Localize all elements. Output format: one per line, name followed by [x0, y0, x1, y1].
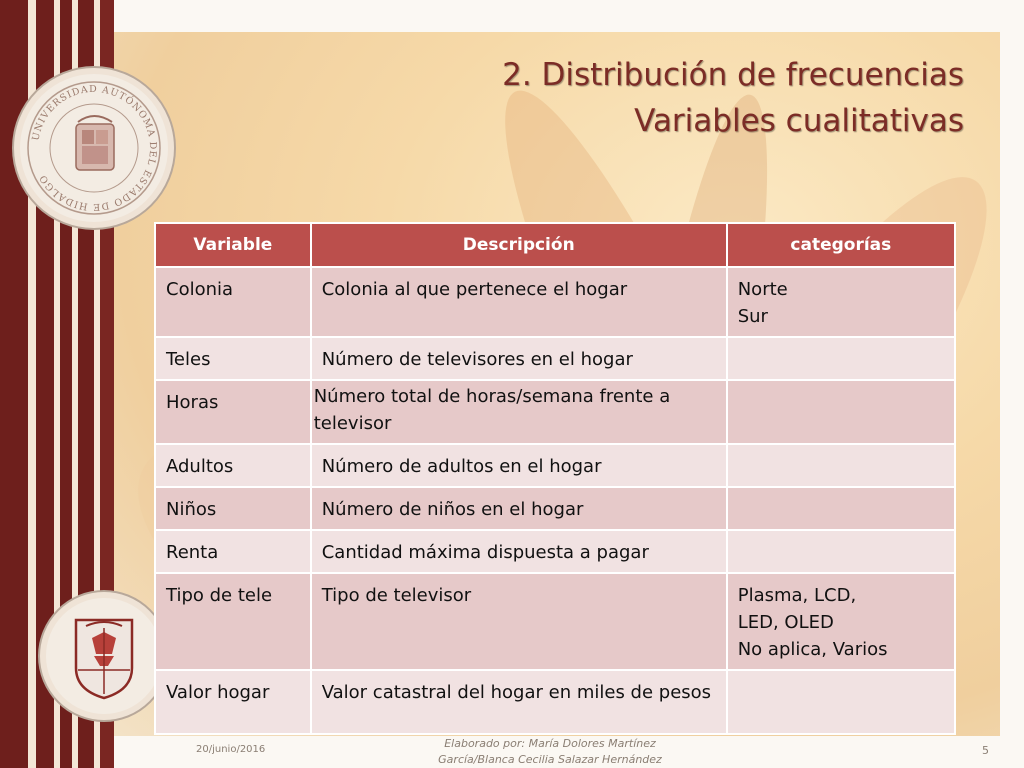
svg-text:UNIVERSIDAD AUTÓNOMA DEL ESTAD: UNIVERSIDAD AUTÓNOMA DEL ESTADO DE HIDALGO	[30, 83, 159, 213]
cell-variable: Teles	[155, 337, 311, 380]
cell-variable: Renta	[155, 530, 311, 573]
cell-descripcion: Cantidad máxima dispuesta a pagar	[311, 530, 727, 573]
cell-categorias	[727, 487, 955, 530]
table-row	[155, 267, 955, 337]
table-row	[155, 670, 955, 734]
icea-seal-icon	[46, 598, 162, 714]
cell-descripcion: Número de adultos en el hogar	[311, 444, 727, 487]
cell-descripcion: Tipo de televisor	[311, 573, 727, 670]
cell-variable: Horas	[155, 380, 311, 444]
university-seal-icon	[20, 74, 168, 222]
footer-author-line-1: Elaborado por: María Dolores Martínez	[444, 737, 656, 750]
table-row	[155, 530, 955, 573]
footer-date: 20/junio/2016	[196, 744, 266, 755]
cell-variable: Valor hogar	[155, 670, 311, 734]
footer-author-line-2: García/Blanca Cecilia Salazar Hernández	[438, 753, 662, 766]
cell-descripcion: Número de niños en el hogar	[311, 487, 727, 530]
table-header-row	[155, 223, 955, 267]
page-number: 5	[982, 744, 989, 757]
category-item: Sur	[737, 306, 768, 327]
cell-categorias	[727, 337, 955, 380]
table-row	[155, 444, 955, 487]
category-item: No aplica, Varios	[737, 639, 888, 660]
cell-descripcion: Número total de horas/semana frente a televisor	[311, 380, 727, 444]
header-categorias: categorías	[727, 223, 955, 267]
cell-descripcion: Colonia al que pertenece el hogar	[311, 267, 727, 337]
title-line-2: Variables cualitativas	[634, 103, 964, 139]
cell-categorias	[727, 530, 955, 573]
cell-categorias	[727, 380, 955, 444]
category-item: LED, OLED	[737, 612, 834, 633]
category-item: Plasma, LCD,	[737, 585, 857, 606]
right-band	[1000, 0, 1024, 768]
table-row	[155, 573, 955, 670]
cell-variable: Adultos	[155, 444, 311, 487]
cell-categorias	[727, 573, 955, 670]
cell-descripcion: Número de televisores en el hogar	[311, 337, 727, 380]
cell-categorias	[727, 444, 955, 487]
variables-table	[154, 222, 956, 735]
title-line-1: 2. Distribución de frecuencias	[502, 57, 964, 93]
cell-variable: Colonia	[155, 267, 311, 337]
icea-seal-logo	[40, 592, 168, 720]
table-row	[155, 337, 955, 380]
top-band	[114, 0, 1024, 32]
slide-title	[502, 52, 964, 144]
footer-author	[410, 736, 690, 768]
cell-descripcion: Valor catastral del hogar en miles de pesos	[311, 670, 727, 734]
table-row	[155, 487, 955, 530]
table-row	[155, 380, 955, 444]
category-item: Norte	[737, 279, 788, 300]
cell-variable: Niños	[155, 487, 311, 530]
header-descripcion: Descripción	[311, 223, 727, 267]
cell-categorias	[727, 267, 955, 337]
cell-variable: Tipo de tele	[155, 573, 311, 670]
cell-categorias	[727, 670, 955, 734]
university-seal-logo	[14, 68, 174, 228]
header-variable: Variable	[155, 223, 311, 267]
